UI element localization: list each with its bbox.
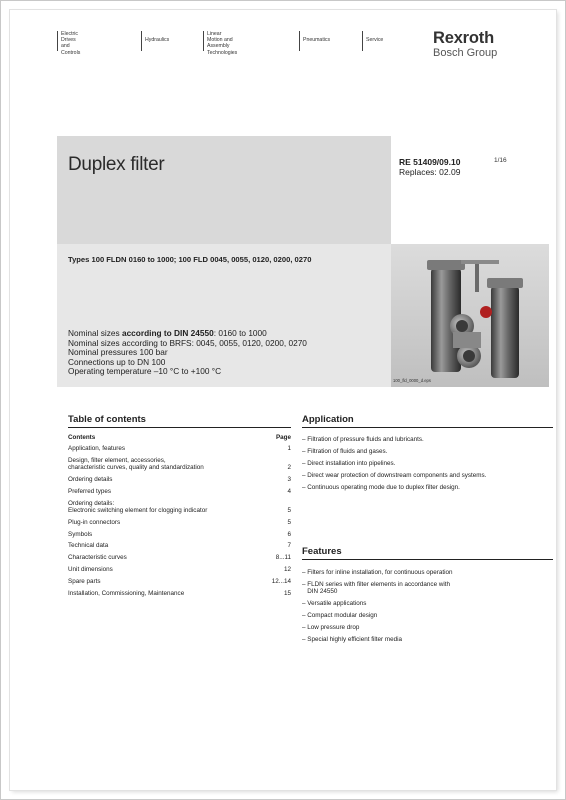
toc-entry-page: 12 bbox=[283, 565, 291, 573]
toc-row bbox=[68, 542, 291, 549]
toc-entry-page: 2 bbox=[287, 464, 291, 472]
toc-row bbox=[68, 476, 291, 483]
application-item: – Direct installation into pipelines. bbox=[302, 460, 396, 467]
spec-list bbox=[68, 329, 307, 377]
toc-entry-page: 1 bbox=[287, 445, 291, 452]
features-item: – Special highly efficient filter media bbox=[302, 636, 402, 644]
document-page bbox=[10, 10, 556, 790]
toc-title: Table of contents bbox=[68, 414, 146, 425]
toc-entry-page: 8...11 bbox=[275, 554, 291, 562]
nav-item-hydraulics bbox=[141, 31, 169, 51]
toc-entry-text: Technical data bbox=[68, 542, 109, 550]
document-title: Duplex filter bbox=[68, 154, 165, 175]
nav-label: Assembly Technologies bbox=[207, 43, 238, 56]
features-title: Features bbox=[302, 546, 342, 557]
logo-subtitle: Bosch Group bbox=[433, 47, 498, 59]
application-divider bbox=[302, 427, 553, 428]
toc-entry-page: 15 bbox=[283, 589, 291, 597]
toc-row bbox=[68, 566, 291, 573]
toc-entry-page: 3 bbox=[287, 476, 291, 483]
toc-row bbox=[68, 519, 291, 526]
application-item: – Continuous operating mode due to duplex filter design. bbox=[302, 484, 460, 491]
toc-row bbox=[68, 500, 291, 515]
toc-col-contents: Contents bbox=[68, 434, 96, 441]
toc-entry-text: Design, filter element, accessories, characteristic curves, quality and standardization bbox=[68, 456, 204, 472]
toc-entry-text: Plug-in connectors bbox=[68, 518, 121, 526]
page-number: 1/16 bbox=[494, 157, 507, 164]
nav-label: and Controls bbox=[61, 43, 81, 56]
toc-entry-page: 7 bbox=[287, 542, 291, 550]
photo-caption: 100_fld_0000_d.eps bbox=[393, 378, 431, 383]
toc-entry-text: Spare parts bbox=[68, 577, 101, 585]
nav-item-service bbox=[362, 31, 383, 51]
toc-entry-text: Symbols bbox=[68, 530, 93, 538]
toc-entry-text: Ordering details: Electronic switching element for clogging indicator bbox=[68, 499, 208, 514]
spec-connections: Connections up to DN 100 bbox=[68, 356, 166, 367]
doc-number: RE 51409/09.10 bbox=[399, 157, 461, 167]
toc-entry-page: 5 bbox=[287, 518, 291, 526]
features-list bbox=[302, 569, 553, 648]
features-item: – Filters for inline installation, for continuous operation bbox=[302, 569, 453, 576]
application-list bbox=[302, 436, 553, 496]
nav-label: Electric Drives bbox=[61, 31, 79, 44]
features-item: – Low pressure drop bbox=[302, 624, 360, 632]
toc-entry-page: 4 bbox=[287, 487, 291, 495]
nav-item-pneumatics bbox=[299, 31, 330, 51]
application-item: – Direct wear protection of downstream components and systems. bbox=[302, 472, 487, 479]
features-item: – FLDN series with filter elements in accordance with DIN 24550 bbox=[302, 581, 451, 596]
toc-entry-text: Application, features bbox=[68, 445, 126, 452]
title-band bbox=[57, 136, 391, 244]
toc-row bbox=[68, 488, 291, 495]
rexroth-logo bbox=[433, 30, 513, 59]
toc-entry-text: Characteristic curves bbox=[68, 554, 127, 562]
toc-entry-text: Installation, Commissioning, Maintenance bbox=[68, 589, 185, 597]
spec-operating-temperature: Operating temperature –10 °C to +100 °C bbox=[68, 366, 222, 377]
toc-row bbox=[68, 457, 291, 472]
nav-label: Linear Motion and bbox=[207, 31, 233, 44]
toc-entry-text: Preferred types bbox=[68, 487, 112, 495]
toc-col-page: Page bbox=[275, 434, 291, 441]
spec-nominal-sizes-brfs: Nominal sizes according to BRFS: 0045, 0055, 0120, 0200, 0270 bbox=[68, 337, 307, 348]
nav-label: Pneumatics bbox=[303, 37, 331, 43]
nav-label: Service bbox=[366, 37, 384, 43]
spec-nominal-sizes-din: Nominal sizes according to DIN 24550: 0160 to 1000 bbox=[68, 328, 267, 338]
toc-entry-page: 6 bbox=[287, 530, 291, 538]
toc-entry-page: 5 bbox=[287, 507, 291, 514]
features-divider bbox=[302, 559, 553, 560]
toc-entry-text: Unit dimensions bbox=[68, 565, 113, 573]
logo-wordmark: Rexroth bbox=[433, 29, 494, 47]
product-photo bbox=[391, 244, 549, 387]
doc-replaces: Replaces: 02.09 bbox=[399, 167, 461, 177]
toc-divider bbox=[68, 427, 291, 428]
nav-item-electric-drives bbox=[57, 31, 81, 56]
table-of-contents bbox=[68, 434, 291, 601]
document-reference bbox=[399, 157, 460, 177]
toc-row bbox=[68, 590, 291, 597]
application-item: – Filtration of fluids and gases. bbox=[302, 448, 388, 455]
nav-item-linear-motion bbox=[203, 31, 238, 56]
toc-row bbox=[68, 531, 291, 538]
nav-label: Hydraulics bbox=[145, 37, 170, 43]
toc-entry-page: 12...14 bbox=[271, 577, 291, 585]
toc-row bbox=[68, 554, 291, 561]
toc-row bbox=[68, 445, 291, 452]
features-item: – Versatile applications bbox=[302, 600, 367, 608]
duplex-filter-image bbox=[391, 244, 549, 387]
types-line: Types 100 FLDN 0160 to 1000; 100 FLD 0045, 0055, 0120, 0200, 0270 bbox=[68, 255, 312, 264]
application-title: Application bbox=[302, 414, 354, 425]
spec-nominal-pressure: Nominal pressures 100 bar bbox=[68, 347, 168, 358]
toc-header bbox=[68, 434, 291, 441]
toc-entry-text: Ordering details bbox=[68, 476, 113, 483]
application-item: – Filtration of pressure fluids and lubricants. bbox=[302, 436, 424, 443]
toc-row bbox=[68, 578, 291, 585]
features-item: – Compact modular design bbox=[302, 612, 378, 620]
